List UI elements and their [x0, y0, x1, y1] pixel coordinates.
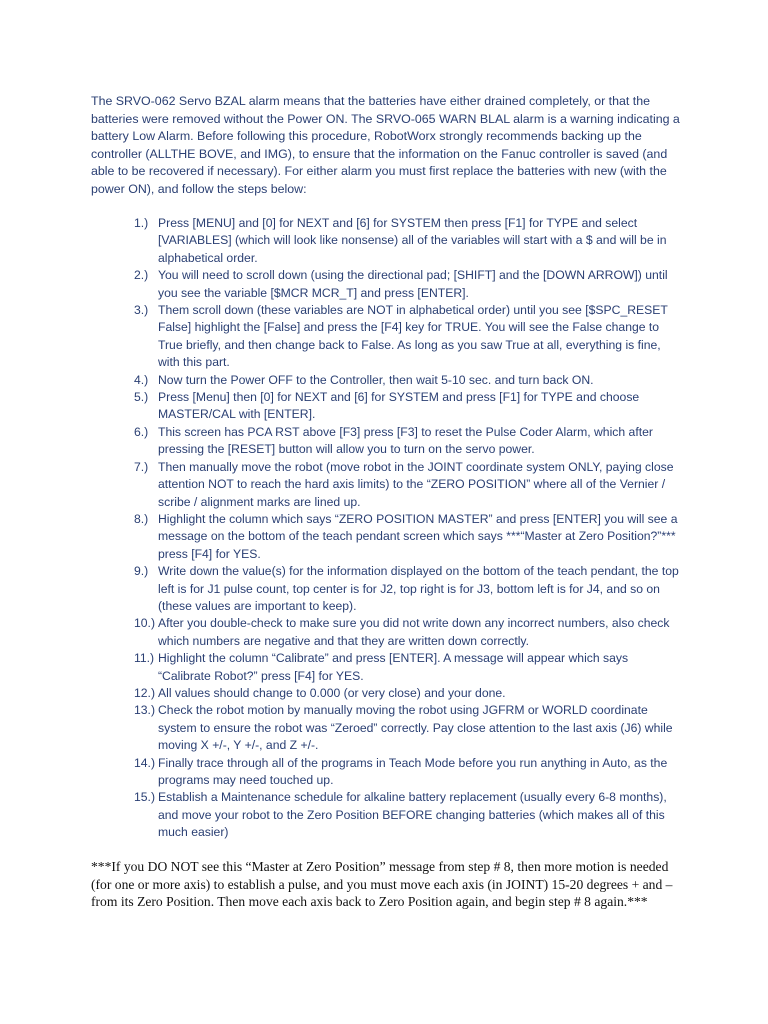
step-text: Then manually move the robot (move robot in the JOINT coordinate system ONLY, paying close attention NOT to reach the hard axis limits) to the “ZERO POSITION” where all of the Vernier / scribe / alignment marks are lined up.: [158, 459, 674, 509]
step-number: 1.): [134, 216, 149, 230]
step-number: 4.): [134, 372, 149, 387]
step-text: Finally trace through all of the programs in Teach Mode before you run anything in Auto, as the programs may need touched up.: [158, 755, 668, 787]
procedure-step-11: [134, 650, 682, 685]
procedure-step-15: [134, 789, 682, 841]
step-text: This screen has PCA RST above [F3] press [F3] to reset the Pulse Coder Alarm, which after pressing the [RESET] button will allow you to turn on the servo power.: [158, 424, 653, 457]
step-text: Now turn the Power OFF to the Controller, then wait 5-10 sec. and turn back ON.: [158, 372, 594, 387]
procedure-step-3: [134, 302, 682, 372]
step-number: 5.): [134, 390, 149, 405]
procedure-step-4: [134, 372, 682, 389]
step-text: Them scroll down (these variables are NOT in alphabetical order) until you see [$SPC_RESET False] highlight the [False] and press the [F4] key for TRUE. You will see the False change to True briefly, and then change back to False. As long as you saw True at all, everything is fine, with this part.: [158, 303, 668, 370]
footnote-paragraph: ***If you DO NOT see this “Master at Zero Position” message from step # 8, then more motion is needed (for one or more axis) to establish a pulse, and you must move each axis (in JOINT) 15-20 degrees + and – from its Zero Position. Then move each axis back to Zero Position again, and begin step # 8 again.***: [91, 859, 673, 910]
procedure-step-1: [134, 215, 682, 267]
procedure-step-13: [134, 702, 682, 754]
step-number: 6.): [134, 424, 149, 439]
step-number: 8.): [134, 511, 149, 526]
step-text: You will need to scroll down (using the directional pad; [SHIFT] and the [DOWN ARROW]) until you see the variable [$MCR MCR_T] and press [ENTER].: [158, 268, 668, 300]
step-number: 9.): [134, 564, 149, 579]
step-text: Press [MENU] and [0] for NEXT and [6] for SYSTEM then press [F1] for TYPE and select [VARIABLES] (which will look like nonsense) all of the variables will start with a $ and will be in alphabetical order.: [158, 216, 667, 265]
step-number: 12.): [134, 685, 156, 700]
step-text: Establish a Maintenance schedule for alkaline battery replacement (usually every 6-8 months), and move your robot to the Zero Position BEFORE changing batteries (which makes all of this much easier): [158, 790, 667, 840]
procedure-step-9: [134, 563, 682, 615]
step-number: 14.): [134, 755, 156, 770]
step-text: After you double-check to make sure you did not write down any incorrect numbers, also check which numbers are negative and that they are written down correctly.: [158, 616, 670, 648]
procedure-steps-list: [134, 215, 682, 842]
step-text: Check the robot motion by manually moving the robot using JGFRM or WORLD coordinate system to ensure the robot was “Zeroed” correctly. Pay close attention to the last axis (J6) while moving X +/-, Y +/-, and Z +/-.: [158, 703, 673, 753]
step-text: Highlight the column “Calibrate” and press [ENTER]. A message will appear which says “Calibrate Robot?” press [F4] for YES.: [158, 651, 629, 683]
step-text: Write down the value(s) for the information displayed on the bottom of the teach pendant, the top left is for J1 pulse count, top center is for J2, top right is for J3, bottom left is for J4, and so on (these values are important to keep).: [158, 564, 679, 613]
step-text: Highlight the column which says “ZERO POSITION MASTER” and press [ENTER] you will see a message on the bottom of the teach pendant screen which says ***“Master at Zero Position?”*** press [F4] for YES.: [158, 511, 678, 561]
step-number: 11.): [134, 651, 155, 666]
step-number: 15.): [134, 790, 156, 805]
procedure-step-12: [134, 685, 682, 702]
procedure-step-2: [134, 267, 682, 302]
procedure-step-7: [134, 459, 682, 511]
step-number: 10.): [134, 616, 156, 631]
procedure-step-8: [134, 511, 682, 563]
step-text: All values should change to 0.000 (or very close) and your done.: [158, 685, 506, 700]
step-text: Press [Menu] then [0] for NEXT and [6] for SYSTEM and press [F1] for TYPE and choose MASTER/CAL with [ENTER].: [158, 390, 640, 422]
procedure-step-10: [134, 615, 682, 650]
step-number: 13.): [134, 703, 156, 718]
step-number: 2.): [134, 268, 149, 283]
procedure-step-6: [134, 424, 682, 459]
intro-paragraph: The SRVO-062 Servo BZAL alarm means that the batteries have either drained completely, or that the batteries were removed without the Power ON. The SRVO-065 WARN BLAL alarm is a warning indicating a battery Low Alarm. Before following this procedure, RobotWorx strongly recommends backing up the controller (ALLTHE BOVE, and IMG), to ensure that the information on the Fanuc controller is saved (and able to be recovered if necessary). For either alarm you must first replace the batteries with new (with the power ON), and follow the steps below:: [91, 94, 680, 196]
procedure-step-14: [134, 755, 682, 790]
procedure-step-5: [134, 389, 682, 424]
step-number: 7.): [134, 459, 149, 474]
step-number: 3.): [134, 303, 149, 318]
